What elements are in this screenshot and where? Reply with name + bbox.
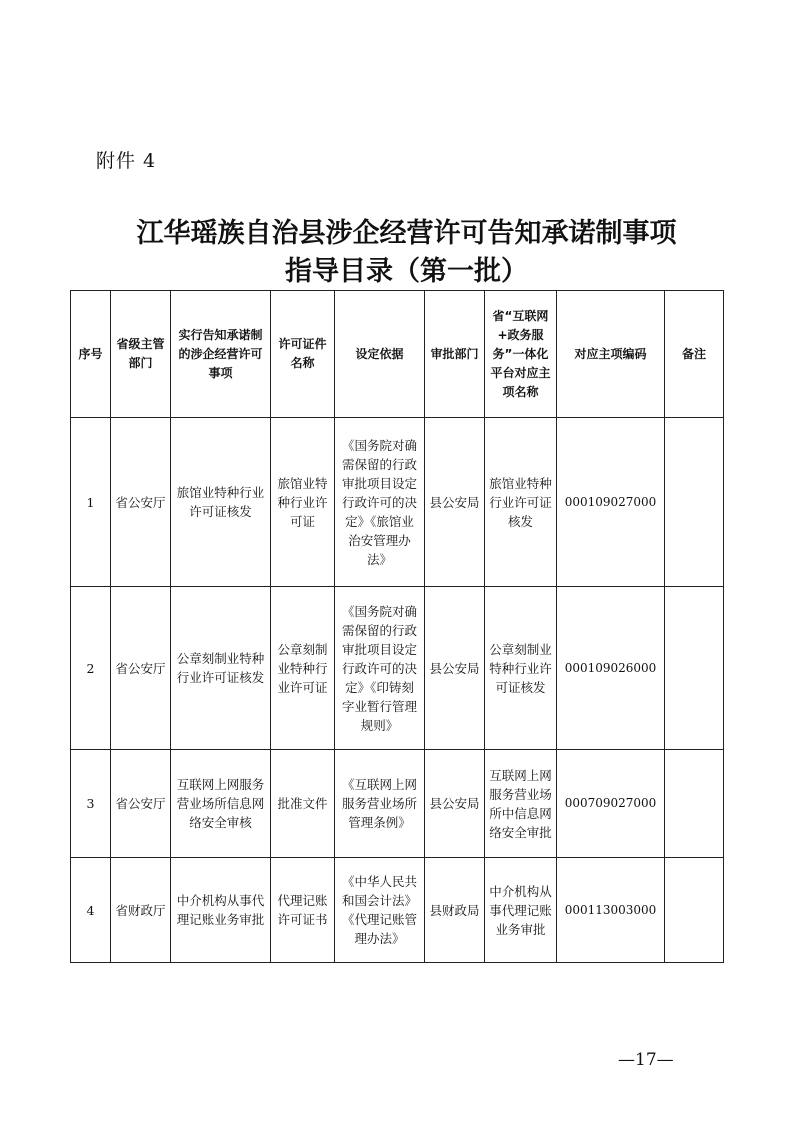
header-serial-number: 序号 [71, 291, 111, 418]
cell-item-code: 000109027000 [557, 418, 665, 587]
header-item-code: 对应主项编码 [557, 291, 665, 418]
cell-legal-basis: 《国务院对确需保留的行政审批项目设定行政许可的决定》《印铸刻字业暂行管理规则》 [335, 587, 425, 750]
header-legal-basis: 设定依据 [335, 291, 425, 418]
cell-legal-basis: 《互联网上网服务营业场所管理条例》 [335, 750, 425, 858]
cell-approval-department: 县财政局 [425, 858, 485, 963]
cell-provincial-department: 省公安厅 [111, 750, 171, 858]
cell-platform-item-name: 互联网上网服务营业场所中信息网络安全审批 [485, 750, 557, 858]
table-row [71, 418, 724, 587]
cell-approval-department: 县公安局 [425, 750, 485, 858]
cell-serial-number: 1 [71, 418, 111, 587]
header-remarks: 备注 [665, 291, 724, 418]
license-catalog-table [70, 290, 724, 963]
table-row [71, 750, 724, 858]
attachment-label: 附件 4 [96, 150, 157, 172]
header-license-item: 实行告知承诺制的涉企经营许可事项 [171, 291, 271, 418]
header-provincial-department: 省级主管部门 [111, 291, 171, 418]
cell-remarks [665, 858, 724, 963]
cell-remarks [665, 750, 724, 858]
cell-approval-department: 县公安局 [425, 587, 485, 750]
cell-platform-item-name: 旅馆业特种行业许可证核发 [485, 418, 557, 587]
cell-serial-number: 3 [71, 750, 111, 858]
header-certificate-name: 许可证件名称 [271, 291, 335, 418]
cell-license-item: 中介机构从事代理记账业务审批 [171, 858, 271, 963]
cell-license-item: 旅馆业特种行业许可证核发 [171, 418, 271, 587]
page-number: —17— [618, 1050, 674, 1070]
document-title-line-2: 指导目录（第一批） [285, 256, 528, 287]
cell-license-item: 互联网上网服务营业场所信息网络安全审核 [171, 750, 271, 858]
cell-certificate-name: 旅馆业特种行业许可证 [271, 418, 335, 587]
table-header-row [71, 291, 724, 418]
cell-approval-department: 县公安局 [425, 418, 485, 587]
cell-serial-number: 4 [71, 858, 111, 963]
cell-item-code: 000709027000 [557, 750, 665, 858]
header-approval-department: 审批部门 [425, 291, 485, 418]
cell-certificate-name: 代理记账许可证书 [271, 858, 335, 963]
cell-remarks [665, 418, 724, 587]
cell-serial-number: 2 [71, 587, 111, 750]
cell-platform-item-name: 中介机构从事代理记账业务审批 [485, 858, 557, 963]
header-platform-item-name: 省“互联网+政务服务”一体化平台对应主项名称 [485, 291, 557, 418]
cell-item-code: 000113003000 [557, 858, 665, 963]
cell-provincial-department: 省公安厅 [111, 418, 171, 587]
cell-legal-basis: 《中华人民共和国会计法》《代理记账管理办法》 [335, 858, 425, 963]
cell-remarks [665, 587, 724, 750]
cell-license-item: 公章刻制业特种行业许可证核发 [171, 587, 271, 750]
table-row [71, 858, 724, 963]
cell-certificate-name: 公章刻制业特种行业许可证 [271, 587, 335, 750]
document-title-line-1: 江华瑶族自治县涉企经营许可告知承诺制事项 [136, 218, 677, 249]
cell-legal-basis: 《国务院对确需保留的行政审批项目设定行政许可的决定》《旅馆业治安管理办法》 [335, 418, 425, 587]
cell-item-code: 000109026000 [557, 587, 665, 750]
cell-provincial-department: 省财政厅 [111, 858, 171, 963]
cell-provincial-department: 省公安厅 [111, 587, 171, 750]
table-row [71, 587, 724, 750]
cell-certificate-name: 批准文件 [271, 750, 335, 858]
cell-platform-item-name: 公章刻制业特种行业许可证核发 [485, 587, 557, 750]
